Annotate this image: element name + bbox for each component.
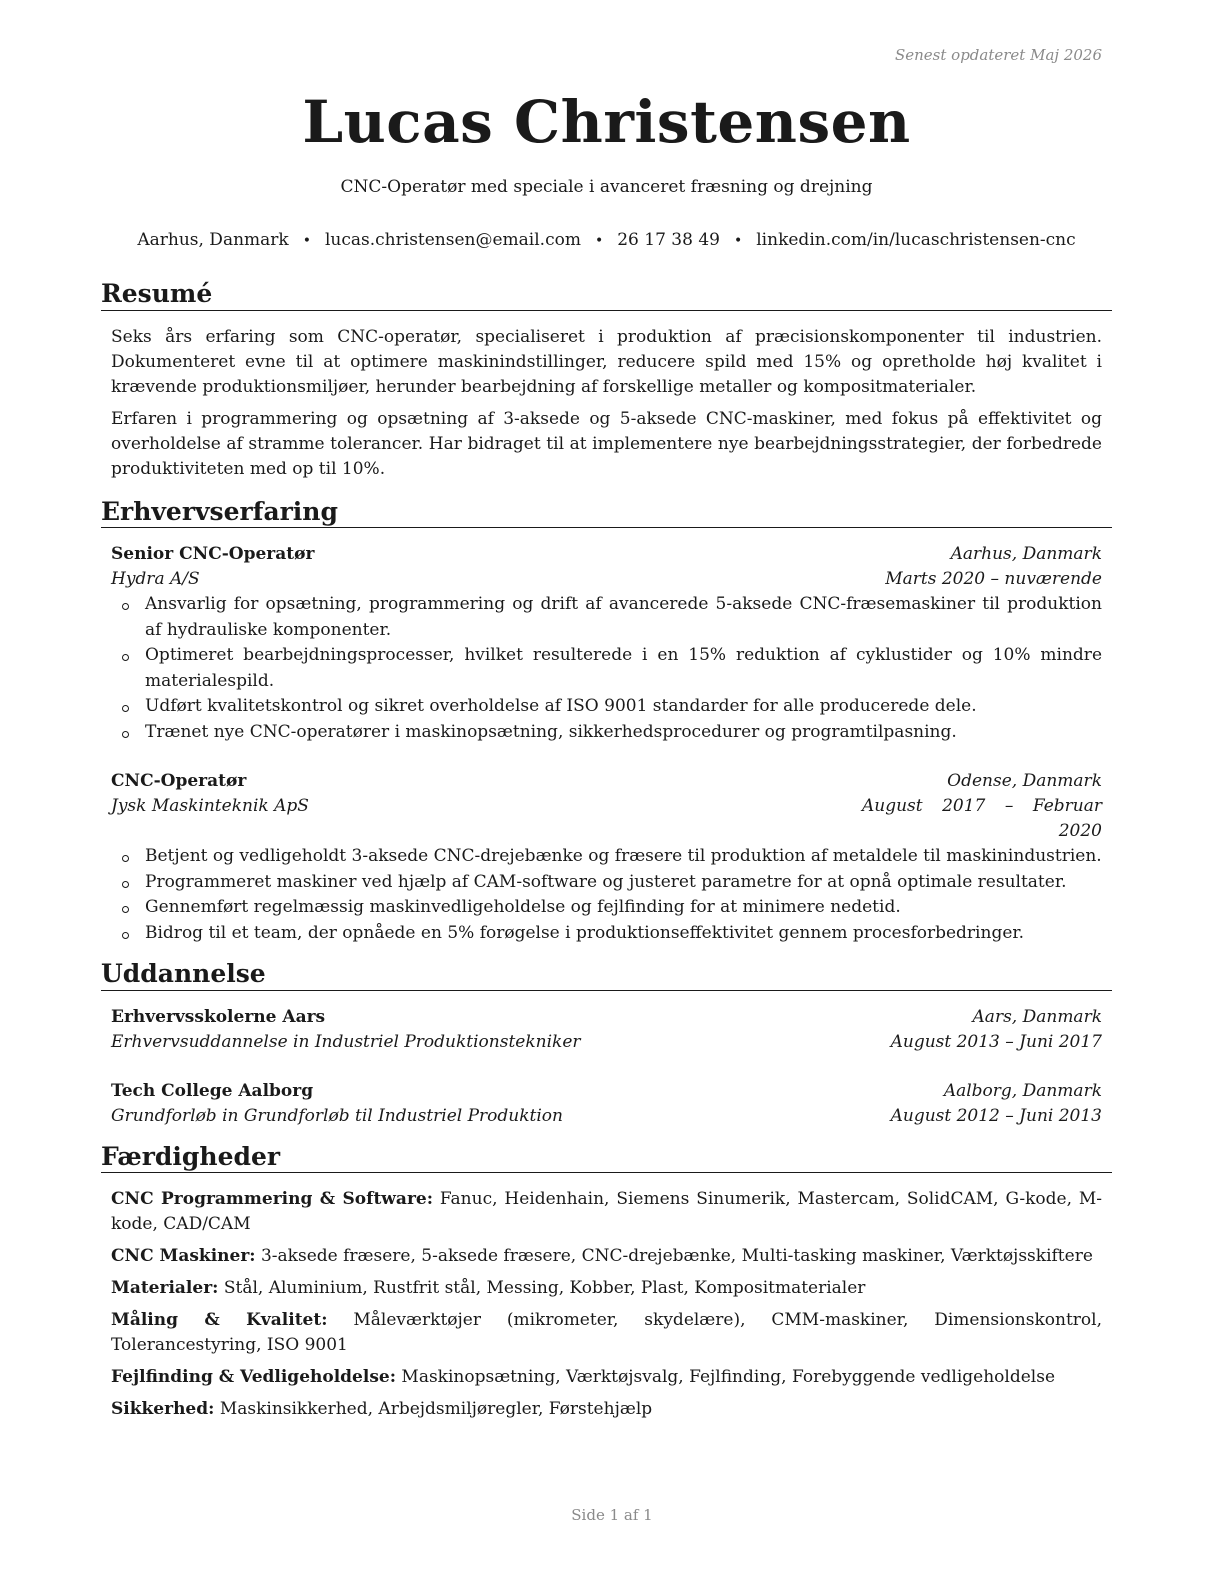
headline: CNC-Operatør med speciale i avanceret fræsning og drejning <box>340 177 873 197</box>
summary-text <box>101 325 1112 482</box>
job-location: Odense, Danmark <box>947 771 1102 791</box>
list-item: Bidrog til et team, der opnåede en 5% forøgelse i produktionseffektivitet gennem procesforbedringer. <box>145 921 1102 947</box>
list-item: Betjent og vedligeholdt 3-aksede CNC-drejebænke og fræsere til produktion af metaldele til maskinindustrien. <box>145 844 1102 870</box>
school-degree: Erhvervsuddannelse in Industriel Produktionstekniker <box>111 1031 581 1052</box>
skill-category: Fejlfinding & Vedligeholdelse: <box>111 1367 396 1387</box>
list-item: Gennemført regelmæssig maskinvedligeholdelse og fejlfinding for at minimere nedetid. <box>145 895 1102 921</box>
contact-line <box>101 230 1112 250</box>
page-number: Side 1 af 1 <box>571 1506 653 1524</box>
list-item: Trænet nye CNC-operatører i maskinopsætning, sikkerhedsprocedurer og programtilpasning. <box>145 720 1102 746</box>
skill-line <box>111 1365 1102 1390</box>
summary-section <box>101 280 1112 482</box>
list-item: Optimeret bearbejdningsprocesser, hvilket resulterede i en 15% reduktion af cyklustider og 10% mindre materialespild. <box>145 643 1102 694</box>
summary-paragraph: Seks års erfaring som CNC-operatør, specialiseret i produktion af præcisionskomponenter til industrien. Dokumenteret evne til at optimere maskinindstillinger, reducere spild med 15% og opretholde høj kvalitet i krævende produktionsmiljøer, herunder bearbejdning af forskellige metaller og kompositmaterialer. <box>111 326 1102 397</box>
job-company: Jysk Maskinteknik ApS <box>111 796 309 816</box>
job-entry <box>101 769 1112 946</box>
job-dates: August 2017 – Februar 2020 <box>862 796 1102 841</box>
job-company: Hydra A/S <box>111 569 200 589</box>
skill-category: Måling & Kvalitet: <box>111 1310 328 1330</box>
job-bullets <box>111 844 1102 946</box>
school-dates: August 2013 – Juni 2017 <box>890 1031 1102 1052</box>
last-updated: Senest opdateret Maj 2026 <box>894 46 1102 64</box>
job-role: CNC-Operatør <box>111 771 247 791</box>
section-title-summary: Resumé <box>101 280 1112 311</box>
skill-values: Stål, Aluminium, Rustfrit stål, Messing, Kobber, Plast, Kompositmaterialer <box>223 1278 866 1298</box>
experience-section <box>101 498 1112 947</box>
contact-phone: 26 17 38 49 <box>617 230 720 250</box>
skills-section <box>101 1143 1112 1423</box>
school-location: Aalborg, Danmark <box>943 1080 1102 1101</box>
skill-line <box>111 1308 1102 1358</box>
skill-values: Fanuc, Heidenhain, Siemens Sinumerik, Mastercam, SolidCAM, G-kode, M-kode, CAD/CAM <box>111 1189 1103 1234</box>
skill-values: Maskinsikkerhed, Arbejdsmiljøregler, Førstehjælp <box>219 1399 653 1419</box>
skill-values: Maskinopsætning, Værktøjsvalg, Fejlfinding, Forebyggende vedligeholdelse <box>401 1367 1056 1387</box>
skill-values: 3-aksede fræsere, 5-aksede fræsere, CNC-drejebænke, Multi-tasking maskiner, Værktøjsskiftere <box>260 1246 1093 1266</box>
contact-location: Aarhus, Danmark <box>137 230 289 250</box>
school-degree: Grundforløb in Grundforløb til Industriel Produktion <box>111 1105 563 1126</box>
skill-category: Sikkerhed: <box>111 1399 215 1419</box>
skill-category: Materialer: <box>111 1278 219 1298</box>
job-role: Senior CNC-Operatør <box>111 544 315 564</box>
skill-line <box>111 1244 1102 1269</box>
bullet-separator: • <box>733 233 743 249</box>
skills-list <box>101 1187 1112 1422</box>
school-name: Tech College Aalborg <box>111 1080 314 1101</box>
section-title-skills: Færdigheder <box>101 1143 1112 1174</box>
bullet-separator: • <box>594 233 604 249</box>
school-location: Aars, Danmark <box>972 1006 1102 1027</box>
skill-values: Måleværktøjer (mikrometer, skydelære), CMM-maskiner, Dimensionskontrol, Tolerancestyring, ISO 9001 <box>111 1310 1103 1355</box>
summary-paragraph: Erfaren i programmering og opsætning af 3-aksede og 5-aksede CNC-maskiner, med fokus på effektivitet og overholdelse af stramme tolerancer. Har bidraget til at implementere nye bearbejdningsstrategier, der forbedrede produktiviteten med op til 10%. <box>111 408 1102 479</box>
school-name: Erhvervsskolerne Aars <box>111 1006 326 1027</box>
job-location: Aarhus, Danmark <box>950 544 1102 564</box>
job-bullets <box>111 592 1102 745</box>
skill-category: CNC Maskiner: <box>111 1246 256 1266</box>
section-title-education: Uddannelse <box>101 960 1112 991</box>
list-item: Programmeret maskiner ved hjælp af CAM-software og justeret parametre for at opnå optimale resultater. <box>145 870 1102 896</box>
school-dates: August 2012 – Juni 2013 <box>890 1105 1102 1126</box>
skill-line <box>111 1276 1102 1301</box>
job-entry <box>101 542 1112 745</box>
job-dates: Marts 2020 – nuværende <box>885 569 1102 589</box>
education-section <box>101 960 1112 1129</box>
contact-email[interactable]: lucas.christensen@email.com <box>324 230 581 250</box>
skill-line <box>111 1397 1102 1422</box>
section-title-experience: Erhvervserfaring <box>101 498 1112 529</box>
skill-category: CNC Programmering & Software: <box>111 1189 433 1209</box>
contact-linkedin[interactable]: linkedin.com/in/lucaschristensen-cnc <box>756 230 1076 250</box>
education-entry <box>101 1079 1112 1129</box>
list-item: Udført kvalitetskontrol og sikret overholdelse af ISO 9001 standarder for alle producerede dele. <box>145 694 1102 720</box>
skill-line <box>111 1187 1102 1237</box>
education-entry <box>101 1005 1112 1055</box>
list-item: Ansvarlig for opsætning, programmering og drift af avancerede 5-aksede CNC-fræsemaskiner til produktion af hydrauliske komponenter. <box>145 592 1102 643</box>
bullet-separator: • <box>302 233 311 249</box>
candidate-name: Lucas Christensen <box>302 88 911 156</box>
